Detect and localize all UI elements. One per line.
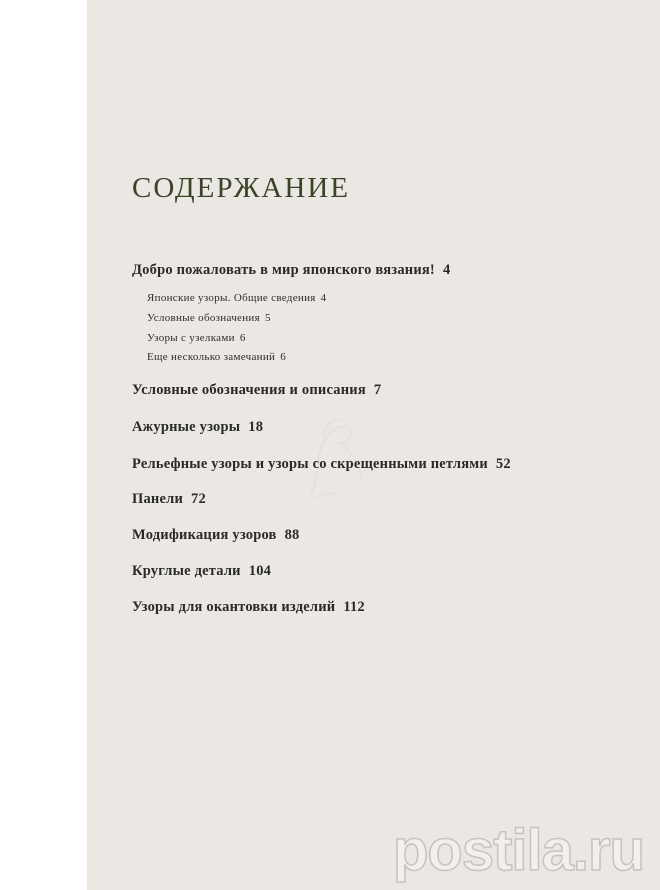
toc-entry-page: 52 (495, 456, 511, 472)
toc-entry[interactable] (132, 491, 206, 508)
toc-entry[interactable] (132, 563, 271, 580)
toc-entry-label: Условные обозначения (147, 312, 260, 324)
toc-entry-label: Узоры с узелками (147, 332, 235, 344)
toc-entry-page: 4 (320, 292, 327, 304)
toc-entry[interactable] (132, 382, 381, 399)
toc-entry-label: Узоры для окантовки изделий (132, 599, 336, 615)
toc-entry-label: Условные обозначения и описания (132, 382, 366, 398)
toc-entry-label: Еще несколько замечаний (147, 351, 276, 363)
toc-entry[interactable] (132, 599, 365, 616)
toc-entry-page: 7 (373, 382, 382, 398)
toc-subentry[interactable] (147, 292, 326, 304)
toc-entry-page: 18 (248, 419, 264, 435)
toc-entry[interactable] (132, 262, 450, 279)
toc-entry-page: 72 (191, 491, 206, 507)
toc-entry-label: Круглые детали (132, 563, 241, 579)
toc-entry-label: Панели (132, 491, 184, 507)
toc-subentry[interactable] (147, 332, 246, 344)
toc-entry[interactable] (132, 419, 263, 436)
toc-entry-label: Модификация узоров (132, 527, 277, 543)
page-title: СОДЕРЖАНИЕ (132, 172, 350, 204)
toc-entry-page: 5 (264, 312, 271, 324)
toc-subentry[interactable] (147, 312, 271, 324)
toc-entry-page: 112 (343, 599, 365, 615)
decorative-sketch (290, 400, 390, 520)
toc-entry-label: Добро пожаловать в мир японского вязания! (132, 262, 435, 278)
toc-entry-label: Рельефные узоры и узоры со скрещенными петлями (132, 456, 488, 472)
toc-entry-page: 88 (284, 527, 300, 543)
toc-entry-page: 104 (248, 563, 272, 579)
watermark: postila.ru (392, 818, 644, 883)
toc-subentry[interactable] (147, 351, 286, 363)
toc-entry-page: 4 (442, 262, 451, 278)
toc-entry-label: Японские узоры. Общие сведения (147, 292, 316, 304)
toc-entry[interactable] (132, 527, 300, 544)
toc-entry-page: 6 (239, 332, 246, 344)
toc-entry-page: 6 (280, 351, 287, 363)
toc-entry-label: Ажурные узоры (132, 419, 241, 435)
